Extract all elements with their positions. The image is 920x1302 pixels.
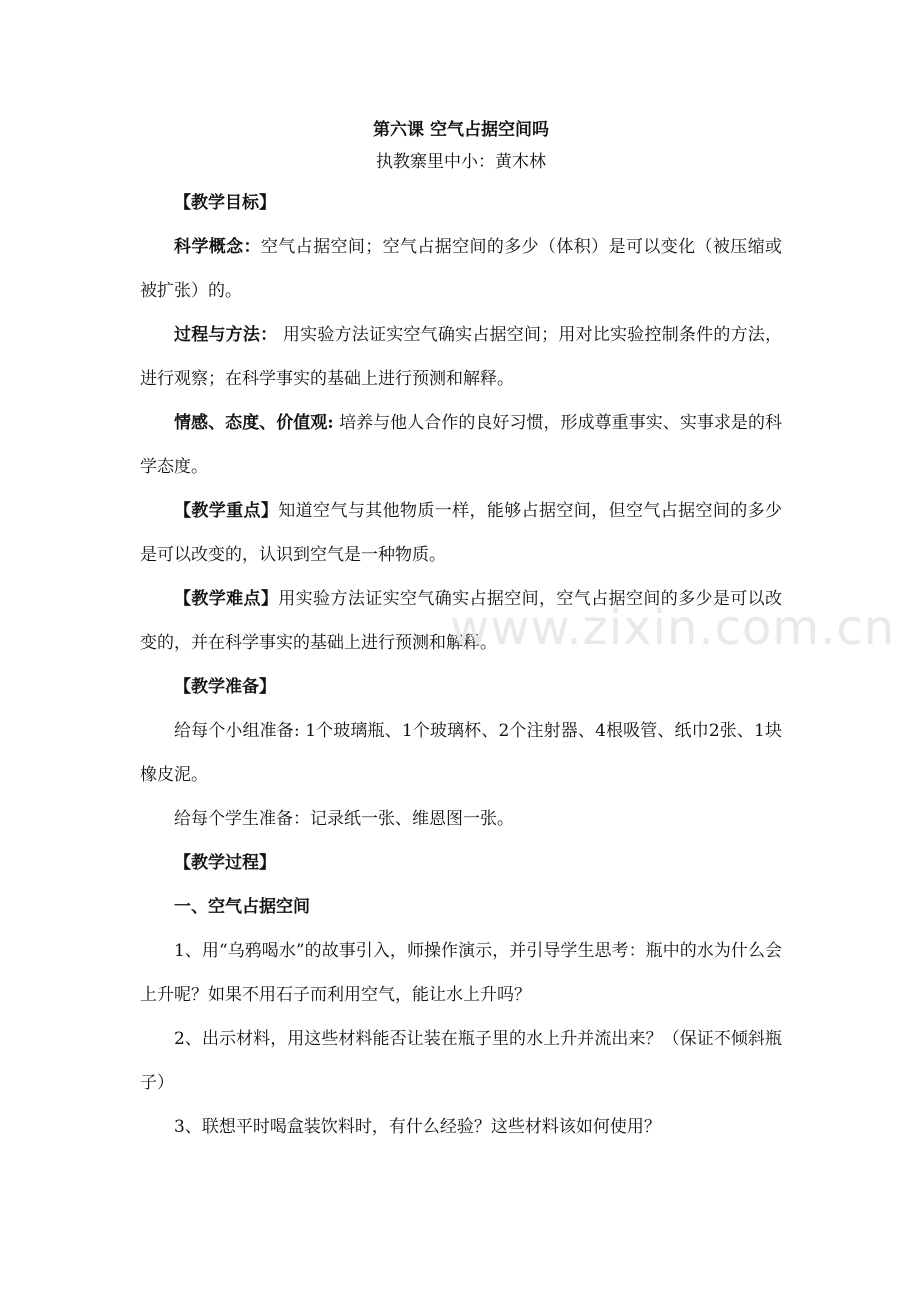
concept-label: 科学概念： xyxy=(174,237,261,257)
section1-heading xyxy=(140,885,782,929)
attitude-paragraph xyxy=(140,401,782,489)
watermark: www.zixin.com.cn xyxy=(450,600,896,656)
method-paragraph xyxy=(140,313,782,401)
goals-heading-text: 【教学目标】 xyxy=(174,193,276,213)
prep-group-paragraph: 给每个小组准备: 1个玻璃瓶、1个玻璃杯、2个注射器、4根吸管、纸巾2张、1块橡皮泥。 xyxy=(140,721,782,785)
process-heading xyxy=(140,841,782,885)
key-points-text: 知道空气与其他物质一样，能够占据空间，但空气占据空间的多少是可以改变的，认识到空气是一种物质。 xyxy=(140,501,783,565)
document-body xyxy=(140,117,782,1149)
process-heading-text: 【教学过程】 xyxy=(174,853,276,873)
key-points-label: 【教学重点】 xyxy=(174,501,279,521)
lesson-title: 第六课 空气占据空间吗 xyxy=(373,120,549,140)
step1-paragraph: 1、用“乌鸦喝水”的故事引入，师操作演示，并引导学生思考：瓶中的水为什么会上升呢？如果不用石子而利用空气，能让水上升吗？ xyxy=(140,941,782,1005)
attitude-text: 培养与他人合作的良好习惯，形成尊重事实、实事求是的科学态度。 xyxy=(140,413,783,477)
concept-text: 空气占据空间；空气占据空间的多少（体积）是可以变化（被压缩或被扩张）的。 xyxy=(140,237,783,301)
step2-paragraph: 2、出示材料，用这些材料能否让装在瓶子里的水上升并流出来？（保证不倾斜瓶子） xyxy=(140,1029,782,1093)
method-label: 过程与方法： xyxy=(174,325,278,345)
prep-heading-text: 【教学准备】 xyxy=(174,677,276,697)
lesson-author: 执教寨里中小：黄木林 xyxy=(376,152,546,172)
key-points-paragraph xyxy=(140,489,782,577)
difficult-points-text: 用实验方法证实空气确实占据空间，空气占据空间的多少是可以改变的，并在科学事实的基础上进行预测和解释。 xyxy=(140,589,783,653)
attitude-label: 情感、态度、价值观: xyxy=(174,413,334,433)
concept-paragraph xyxy=(140,225,782,313)
prep-student-paragraph: 给每个学生准备：记录纸一张、维恩图一张。 xyxy=(174,809,514,829)
section1-heading-text: 一、空气占据空间 xyxy=(174,897,310,917)
difficult-points-paragraph xyxy=(140,577,782,665)
prep-heading xyxy=(140,665,782,709)
step3-paragraph: 3、联想平时喝盒装饮料时，有什么经验？这些材料该如何使用？ xyxy=(174,1117,661,1137)
difficult-points-label: 【教学难点】 xyxy=(174,589,279,609)
goals-heading xyxy=(140,181,782,225)
method-text: 用实验方法证实空气确实占据空间；用对比实验控制条件的方法，进行观察；在科学事实的基础上进行预测和解释。 xyxy=(140,325,783,389)
